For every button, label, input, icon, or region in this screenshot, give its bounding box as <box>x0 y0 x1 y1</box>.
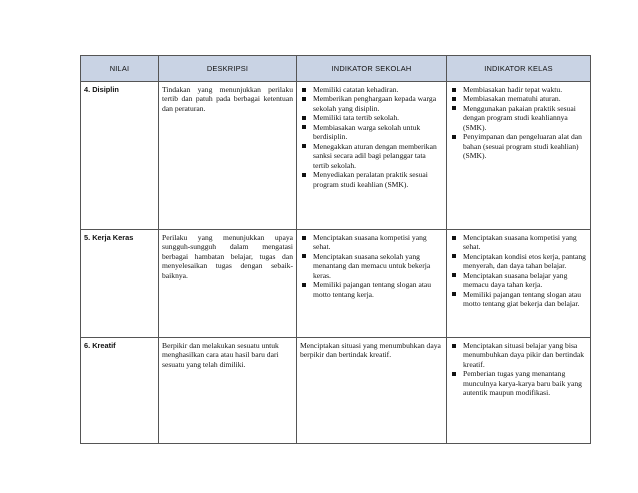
list-item-text: Menciptakan suasana sekolah yang menantang dan memacu untuk bekerja keras. <box>313 251 431 280</box>
list-item-text: Membiasakan warga sekolah untuk berdisiplin. <box>313 122 421 142</box>
square-bullet-icon <box>302 283 306 287</box>
list-item-text: Penyimpanan dan pengeluaran alat dan bahan (sesuai program studi keahlian) (SMK). <box>463 132 582 161</box>
list-item <box>450 94 587 103</box>
list-item <box>450 369 587 397</box>
cell-nilai: 5. Kerja Keras <box>81 230 159 338</box>
list-item <box>300 113 443 122</box>
square-bullet-icon <box>302 144 306 148</box>
bullet-list <box>450 341 587 398</box>
list-item-text: Menyediakan peralatan praktik sesuai program studi keahlian (SMK). <box>313 170 428 189</box>
cell-deskripsi: Perilaku yang menunjukkan upaya sungguh-sungguh dalam mengatasi berbagai hambatan belajar, tugas dan menyelesaikan tugas dengan sebaik-baiknya. <box>159 230 297 338</box>
list-item-text: Memiliki pajangan tentang slogan atau motto tentang giat bekerja dan belajar. <box>463 289 582 309</box>
bullet-list <box>300 233 443 299</box>
list-item <box>300 170 443 189</box>
table-body <box>81 82 591 444</box>
bullet-list <box>450 233 587 309</box>
square-bullet-icon <box>302 254 306 258</box>
list-item-text: Menciptakan situasi belajar yang bisa menumbuhkan daya pikir dan bertindak kreatif. <box>463 341 585 369</box>
list-item <box>300 142 443 170</box>
list-item <box>450 252 587 271</box>
header-deskripsi: DESKRIPSI <box>159 56 297 82</box>
list-item <box>450 290 587 309</box>
header-nilai: NILAI <box>81 56 159 82</box>
square-bullet-icon <box>302 125 306 129</box>
list-item-text: Memiliki catatan kehadiran. <box>313 85 399 94</box>
bullet-list <box>450 85 587 161</box>
list-item-text: Pemberian tugas yang menantang munculnya karya-karya baru baik yang autentik maupun modifikasi. <box>463 369 582 398</box>
bullet-list <box>300 85 443 189</box>
square-bullet-icon <box>302 236 306 240</box>
table-row <box>81 338 591 444</box>
square-bullet-icon <box>302 88 306 92</box>
list-item <box>300 233 443 252</box>
list-item-text: Membiasakan mematuhi aturan. <box>463 94 561 104</box>
list-item-text: Memiliki pajangan tentang slogan atau motto tentang kerja. <box>313 280 432 299</box>
list-item <box>450 233 587 252</box>
list-item <box>300 252 443 280</box>
table-row <box>81 230 591 338</box>
table-row <box>81 82 591 230</box>
square-bullet-icon <box>452 273 456 277</box>
cell-indikator-kelas <box>447 230 591 338</box>
list-item-text: Menciptakan suasana kompetisi yang sehat. <box>313 233 427 252</box>
square-bullet-icon <box>452 236 456 240</box>
square-bullet-icon <box>452 254 456 258</box>
square-bullet-icon <box>452 97 456 101</box>
square-bullet-icon <box>452 135 456 139</box>
cell-indikator-sekolah <box>297 230 447 338</box>
list-item-text: Membiasakan hadir tepat waktu. <box>463 85 563 94</box>
square-bullet-icon <box>302 97 306 101</box>
header-indikator-kelas: INDIKATOR KELAS <box>447 56 591 82</box>
list-item <box>450 341 587 369</box>
square-bullet-icon <box>452 344 456 348</box>
cell-indikator-sekolah <box>297 82 447 230</box>
square-bullet-icon <box>452 88 456 92</box>
square-bullet-icon <box>452 372 456 376</box>
square-bullet-icon <box>452 292 456 296</box>
cell-deskripsi: Berpikir dan melakukan sesuatu untuk menghasilkan cara atau hasil baru dari sesuatu yang telah dimiliki. <box>159 338 297 444</box>
cell-deskripsi: Tindakan yang menunjukkan perilaku tertib dan patuh pada berbagai ketentuan dan peraturan. <box>159 82 297 230</box>
cell-nilai: 6. Kreatif <box>81 338 159 444</box>
list-item <box>450 85 587 94</box>
list-item-text: Menegakkan aturan dengan memberikan sanksi secara adil bagi pelanggar tata tertib sekolah. <box>313 141 437 170</box>
square-bullet-icon <box>452 106 456 110</box>
character-values-table <box>80 55 591 444</box>
list-item-text: Memberikan penghargaan kepada warga sekolah yang disiplin. <box>313 94 437 113</box>
list-item <box>300 123 443 142</box>
square-bullet-icon <box>302 173 306 177</box>
table-header-row <box>81 56 591 82</box>
list-item <box>300 94 443 113</box>
list-item-text: Memiliki tata tertib sekolah. <box>313 113 400 123</box>
list-item <box>450 271 587 290</box>
cell-indikator-kelas <box>447 338 591 444</box>
square-bullet-icon <box>302 116 306 120</box>
list-item <box>300 85 443 94</box>
cell-indikator-kelas <box>447 82 591 230</box>
list-item-text: Menciptakan suasana kompetisi yang sehat. <box>463 233 577 252</box>
list-item-text: Menciptakan suasana belajar yang memacu daya tahan kerja. <box>463 270 568 290</box>
header-indikator-sekolah: INDIKATOR SEKOLAH <box>297 56 447 82</box>
cell-nilai: 4. Disiplin <box>81 82 159 230</box>
list-item <box>450 104 587 132</box>
list-item-text: Menciptakan kondisi etos kerja, pantang menyerah, dan daya tahan belajar. <box>463 251 586 271</box>
list-item-text: Menggunakan pakaian praktik sesuai dengan program studi keahliannya (SMK). <box>463 103 576 132</box>
cell-indikator-sekolah: Menciptakan situasi yang menumbuhkan daya berpikir dan bertindak kreatif. <box>297 338 447 444</box>
list-item <box>300 280 443 299</box>
list-item <box>450 132 587 160</box>
